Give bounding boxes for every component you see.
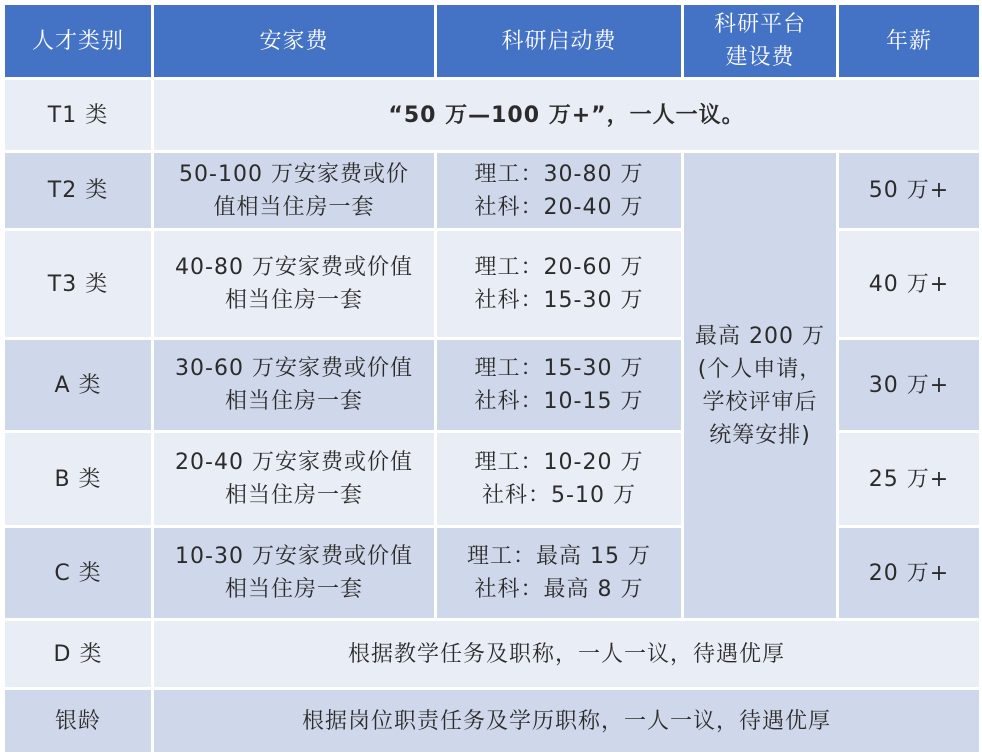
housing-cell: [154, 528, 434, 618]
table-row-t2: [5, 153, 979, 228]
platform-line2: (个人申请，: [697, 356, 823, 382]
salary-cell: 50 万+: [839, 153, 979, 228]
merged-policy-cell: 根据教学任务及职称，一人一议，待遇优厚: [154, 621, 979, 687]
salary-cell: 30 万+: [839, 340, 979, 430]
startup-line2: 社科：20-40 万: [474, 194, 644, 220]
startup-cell: [437, 528, 681, 618]
housing-line1: 20-40 万安家费或价值: [175, 450, 413, 475]
header-row: [5, 5, 979, 77]
housing-cell: [154, 231, 434, 337]
header-platform-line1: 科研平台: [713, 12, 806, 37]
category-cell: T1 类: [5, 80, 151, 150]
startup-cell: [437, 153, 681, 228]
platform-line4: 统筹安排): [709, 422, 811, 448]
header-category: 人才类别: [5, 5, 151, 77]
startup-line1: 理工：15-30 万: [474, 356, 644, 381]
housing-cell: [154, 340, 434, 430]
housing-line2: 相当住房一套: [224, 483, 363, 508]
platform-line1: 最高 200 万: [695, 323, 825, 349]
housing-line2: 相当住房一套: [224, 389, 363, 414]
housing-line2: 值相当住房一套: [213, 194, 375, 220]
header-platform: [684, 5, 836, 77]
talent-compensation-table: [2, 2, 982, 755]
startup-line1: 理工：20-60 万: [474, 255, 644, 280]
housing-line2: 相当住房一套: [224, 288, 363, 313]
startup-line2: 社科：15-30 万: [474, 288, 644, 313]
housing-line1: 40-80 万安家费或价值: [175, 255, 413, 280]
salary-cell: 20 万+: [839, 528, 979, 618]
startup-cell: [437, 340, 681, 430]
table-row-t1: [5, 80, 979, 150]
startup-cell: [437, 231, 681, 337]
table-row-d: [5, 621, 979, 687]
startup-cell: [437, 433, 681, 525]
housing-line1: 30-60 万安家费或价值: [175, 356, 413, 381]
startup-line2: 社科：5-10 万: [482, 483, 636, 508]
startup-line1: 理工：30-80 万: [474, 161, 644, 187]
category-cell: A 类: [5, 340, 151, 430]
header-housing: 安家费: [154, 5, 434, 77]
housing-cell: [154, 433, 434, 525]
startup-line1: 理工：最高 15 万: [467, 544, 651, 569]
merged-policy-cell: 根据岗位职责任务及学历职称，一人一议，待遇优厚: [154, 690, 979, 752]
platform-line3: 学校评审后: [702, 389, 818, 415]
talent-table-wrapper: [2, 2, 977, 752]
category-cell: T3 类: [5, 231, 151, 337]
platform-fee-cell: [684, 153, 836, 618]
salary-cell: 25 万+: [839, 433, 979, 525]
header-platform-line2: 建设费: [725, 45, 795, 70]
category-cell: 银龄: [5, 690, 151, 752]
salary-cell: 40 万+: [839, 231, 979, 337]
housing-cell: [154, 153, 434, 228]
category-cell: B 类: [5, 433, 151, 525]
housing-line1: 50-100 万安家费或价: [179, 161, 409, 187]
housing-line2: 相当住房一套: [224, 577, 363, 602]
category-cell: C 类: [5, 528, 151, 618]
table-row-silver: [5, 690, 979, 752]
startup-line1: 理工：10-20 万: [474, 450, 644, 475]
startup-line2: 社科：最高 8 万: [474, 577, 644, 602]
housing-line1: 10-30 万安家费或价值: [175, 544, 413, 569]
header-salary: 年薪: [839, 5, 979, 77]
category-cell: D 类: [5, 621, 151, 687]
startup-line2: 社科：10-15 万: [474, 389, 644, 414]
merged-policy-cell: “50 万—100 万+”，一人一议。: [154, 80, 979, 150]
category-cell: T2 类: [5, 153, 151, 228]
header-research-startup: 科研启动费: [437, 5, 681, 77]
